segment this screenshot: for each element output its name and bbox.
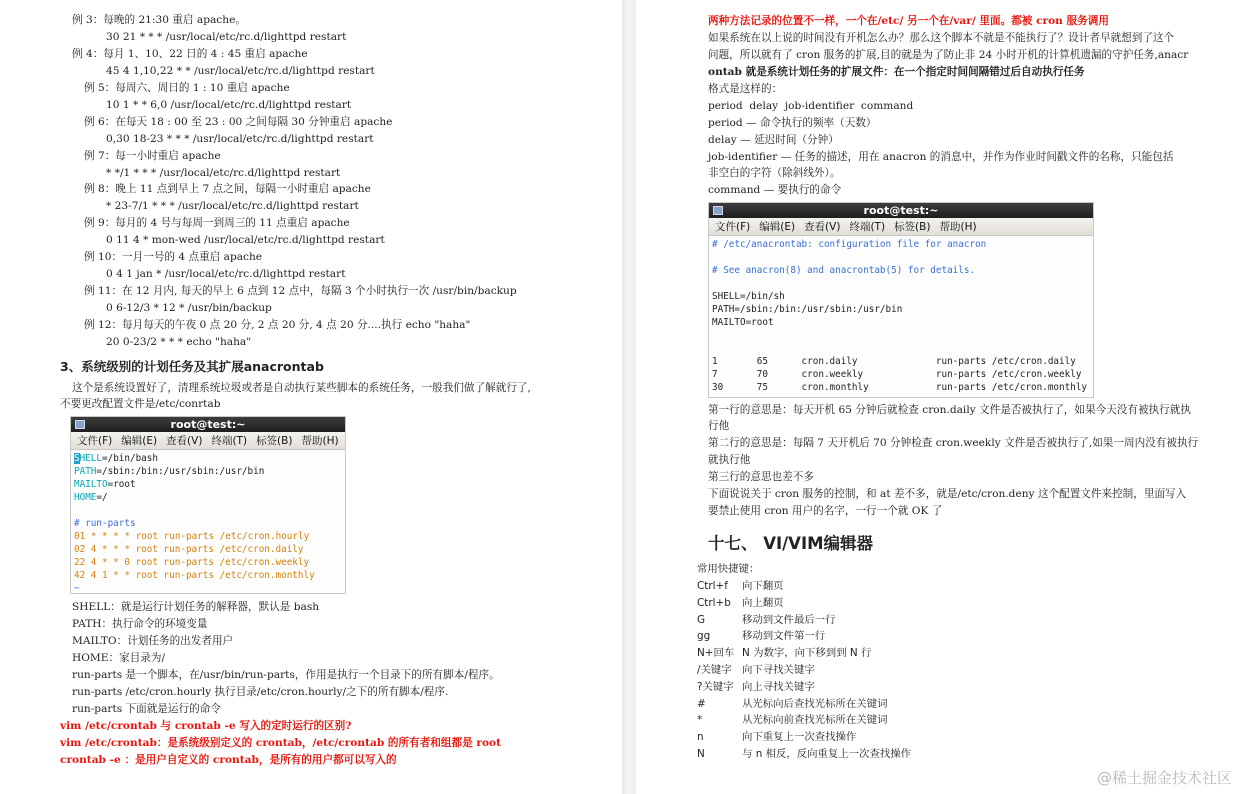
chapter-title-vim: 十七、 VI/VIM编辑器: [708, 534, 874, 553]
intro-line-2: 不要更改配置文件是/etc/conrtab: [60, 398, 221, 410]
highlight-line: crontab -e ：是用户自定义的 crontab，是所有的用户都可以写入的: [60, 754, 397, 766]
paragraph-line: period delay job-identifier command: [708, 100, 914, 112]
cron-example-line: 例 3：每晚的 21:30 重启 apache。: [72, 14, 246, 26]
shortcut-description: 向下寻找关键字: [742, 664, 815, 676]
watermark: @稀土掘金技术社区: [1096, 769, 1232, 787]
cron-example-line: 例 6：在每天 18 : 00 至 23 : 00 之间每隔 30 分钟重启 apache: [84, 116, 393, 128]
menu-terminal: 终端(T): [849, 221, 886, 233]
cron-example-line: 例 12：每月每天的午夜 0 点 20 分, 2 点 20 分, 4 点 20 分....执行 echo "haha": [84, 319, 471, 331]
menu-help: 帮助(H): [939, 221, 977, 233]
paragraph-line: 非空白的字符（除斜线外）。: [708, 167, 841, 179]
cron-example-line: 0 6-12/3 * 12 * /usr/bin/backup: [106, 302, 272, 314]
window-menu-icon: [713, 206, 723, 215]
menu-file: 文件(F): [77, 435, 113, 447]
window-menu-icon: [75, 420, 85, 429]
cron-example-line: 例 4：每月 1、10、22 日的 4 : 45 重启 apache: [72, 48, 308, 60]
shortcut-key: *: [697, 714, 703, 727]
shortcut-key: G: [697, 613, 706, 626]
paragraph-line: delay — 延迟时间（分钟）: [708, 134, 839, 146]
terminal-anacrontab-content: # /etc/anacrontab: configuration file for anacron # See anacron(8) and anacrontab(5) for details. SHELL=/bin/sh PATH=/sbin:/bin:/usr/sbin:/usr/bin MAILTO=root 1 65 cron.daily run-parts /etc/cron.daily 7 70 cron.weekly run-parts /etc/cron.weekly 30 75 cron.monthly run-parts /etc/cron.monthly: [712, 239, 1088, 393]
cron-example-line: 例 7：每一小时重启 apache: [84, 150, 221, 162]
cron-example-line: 例 8：晚上 11 点到早上 7 点之间，每隔一小时重启 apache: [84, 183, 371, 195]
cron-example-line: 例 11：在 12 月内, 每天的早上 6 点到 12 点中，每隔 3 个小时执行一次 /usr/bin/backup: [84, 285, 517, 297]
menu-view: 查看(V): [166, 435, 203, 447]
shortcut-key: ?关键字: [697, 680, 734, 693]
cron-example-line: * */1 * * * /usr/local/etc/rc.d/lighttpd restart: [106, 167, 341, 179]
shortcut-heading: 常用快捷键：: [697, 563, 760, 575]
explanation-line: 要禁止使用 cron 用户的名字，一行一个就 OK 了: [708, 505, 943, 517]
cron-example-line: 例 10：一月一号的 4 点重启 apache: [84, 251, 263, 263]
explanation-line: 下面说说关于 cron 服务的控制，和 at 差不多，就是/etc/cron.deny 这个配置文件来控制，里面写入: [708, 488, 1187, 500]
paragraph-line: command — 要执行的命令: [708, 184, 842, 196]
menu-file: 文件(F): [715, 221, 751, 233]
shortcut-description: 从光标向后查找光标所在关键词: [742, 697, 888, 710]
shortcut-description: 向上翻页: [742, 596, 784, 609]
shortcut-description: N 为数字，向下移到到 N 行: [742, 647, 872, 660]
terminal-title: root@test:~: [170, 418, 246, 431]
note-line: PATH：执行命令的环境变量: [72, 618, 208, 630]
explanation-line: 第一行的意思是：每天开机 65 分钟后就检查 cron.daily 文件是否被执行了，如果今天没有被执行就执: [708, 404, 1191, 416]
note-line: run-parts 是一个脚本，在/usr/bin/run-parts，作用是执行一个目录下的所有脚本/程序。: [72, 669, 500, 681]
terminal-menubar: [71, 432, 345, 450]
cron-example-line: 例 5：每周六、周日的 1 : 10 重启 apache: [84, 82, 290, 94]
shortcut-key: n: [697, 731, 704, 744]
cron-example-line: 30 21 * * * /usr/local/etc/rc.d/lighttpd restart: [106, 31, 347, 43]
storage-location-note: 两种方法记录的位置不一样，一个在/etc/ 另一个在/var/ 里面。都被 cron 服务调用: [708, 15, 1109, 27]
shortcut-description: 从光标向前查找光标所在关键词: [742, 714, 888, 727]
note-line: run-parts 下面就是运行的命令: [72, 703, 221, 715]
shortcut-key: N+回车: [697, 647, 735, 660]
shortcut-description: 向下翻页: [742, 580, 784, 592]
menu-view: 查看(V): [804, 221, 841, 233]
shortcut-key: #: [697, 697, 706, 710]
note-line: MAILTO：计划任务的出发者用户: [72, 635, 234, 647]
highlight-line: vim /etc/crontab 与 crontab -e 写入的定时运行的区别?: [60, 720, 352, 732]
cron-example-line: 0,30 18-23 * * * /usr/local/etc/rc.d/lighttpd restart: [106, 133, 374, 145]
explanation-line: 行他: [708, 420, 730, 432]
menu-terminal: 终端(T): [211, 435, 248, 447]
shortcut-description: 移动到文件最后一行: [742, 613, 836, 626]
cron-example-line: 10 1 * * 6,0 /usr/local/etc/rc.d/lighttpd restart: [106, 99, 352, 111]
shortcut-key: Ctrl+b: [697, 596, 731, 609]
shortcut-key: gg: [697, 630, 711, 643]
cron-example-line: 20 0-23/2 * * * echo "haha": [106, 336, 252, 348]
terminal-screenshot-anacrontab: [708, 202, 1094, 398]
menu-edit: 编辑(E): [121, 435, 158, 447]
shortcut-key: /关键字: [697, 664, 732, 676]
menu-tabs: 标签(B): [894, 221, 931, 233]
cron-example-line: 45 4 1,10,22 * * /usr/local/etc/rc.d/lighttpd restart: [106, 65, 375, 77]
explanation-line: 第二行的意思是：每隔 7 天开机后 70 分钟检查 cron.weekly 文件是否被执行了,如果一周内没有被执行: [708, 437, 1199, 449]
intro-line-1: 这个是系统设置好了，清理系统垃圾或者是自动执行某些脚本的系统任务，一般我们做了解就行了,: [72, 382, 531, 394]
paragraph-line: job-identifier — 任务的描述，用在 anacron 的消息中，并作为作业时间戳文件的名称，只能包括: [708, 151, 1174, 163]
terminal-crontab-content: SHELL=/bin/bash PATH=/sbin:/bin:/usr/sbin:/usr/bin MAILTO=root HOME=/ # run-parts 01 * * * * root run-parts /etc/cron.hourly 02 4 * * * root run-parts /etc/cron.daily 22 4 * * 0 root run-parts /etc/cron.weekly 42 4 1 * * root run-parts /etc/cron.monthly ~: [74, 453, 315, 594]
shortcut-key: Ctrl+f: [697, 580, 728, 592]
menu-edit: 编辑(E): [759, 221, 796, 233]
paragraph-line: 问题，所以就有了 cron 服务的扩展,目的就是为了防止非 24 小时开机的计算机遗漏的守护任务,anacr: [708, 49, 1189, 61]
explanation-line: 就执行他: [708, 454, 751, 466]
cron-example-line: 例 9：每月的 4 号与每周一到周三的 11 点重启 apache: [84, 217, 350, 229]
shortcut-key: N: [697, 748, 705, 760]
highlight-line: vim /etc/crontab：是系统级别定义的 crontab，/etc/crontab 的所有者和组都是 root: [60, 737, 501, 749]
note-line: run-parts /etc/cron.hourly 执行目录/etc/cron.hourly/之下的所有脚本/程序.: [72, 686, 449, 698]
paragraph-line: 格式是这样的：: [708, 83, 783, 95]
note-line: SHELL：就是运行计划任务的解释器，默认是 bash: [72, 601, 320, 613]
page-gutter: [622, 0, 636, 794]
shortcut-description: 向下重复上一次查找操作: [742, 731, 857, 744]
shortcut-description: 与 n 相反，反向重复上一次查找操作: [742, 748, 912, 760]
cron-example-line: * 23-7/1 * * * /usr/local/etc/rc.d/lighttpd restart: [106, 200, 359, 212]
section-title-anacrontab: 3、系统级别的计划任务及其扩展anacrontab: [60, 359, 324, 374]
terminal-title-bar: [71, 417, 345, 432]
paragraph-line: period — 命令执行的频率（天数）: [708, 117, 877, 129]
paragraph-line: ontab 就是系统计划任务的扩展文件：在一个指定时间间隔错过后自动执行任务: [708, 66, 1085, 78]
menu-help: 帮助(H): [301, 435, 339, 447]
cron-example-line: 0 4 1 jan * /usr/local/etc/rc.d/lighttpd restart: [106, 268, 346, 280]
note-line: HOME：家目录为/: [72, 652, 166, 664]
explanation-line: 第三行的意思也差不多: [708, 471, 814, 483]
terminal-title: root@test:~: [863, 204, 939, 217]
cron-example-line: 0 11 4 * mon-wed /usr/local/etc/rc.d/lighttpd restart: [106, 234, 385, 246]
terminal-menubar: [709, 218, 1093, 236]
paragraph-line: 如果系统在以上说的时间没有开机怎么办？那么这个脚本不就是不能执行了？设计者早就想到了这个: [708, 32, 1175, 44]
menu-tabs: 标签(B): [256, 435, 293, 447]
terminal-screenshot-crontab: [70, 416, 346, 594]
shortcut-description: 向上寻找关键字: [742, 680, 815, 693]
shortcut-description: 移动到文件第一行: [742, 630, 826, 643]
terminal-title-bar: [709, 203, 1093, 218]
